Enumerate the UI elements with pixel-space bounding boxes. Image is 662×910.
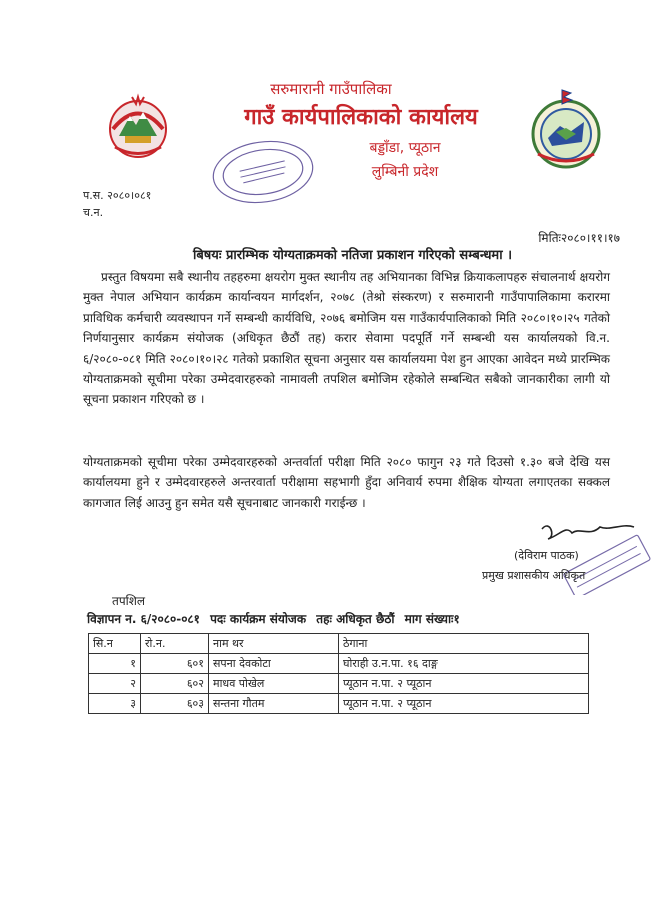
- office-address: बड्डाँडा, प्यूठान: [369, 140, 441, 156]
- cell-address: घोराही उ.न.पा. १६ दाङ्ग: [339, 654, 589, 674]
- office-name: गाउँ कार्यपालिकाको कार्यालय: [244, 105, 478, 130]
- body-paragraph-1: प्रस्तुत विषयमा सबै स्थानीय तहहरुमा क्षयरोग मुक्त स्थानीय तह अभियानका विभिन्न क्रियाकलापहरु संचालनार्थ क्षयरोग मुक्त नेपाल अभियान कार्यक्रम कार्यान्वयन मार्गदर्शन, २०७८ (तेश्रो संस्करण) र सरुमारानी गाउँपापालिकामा करारमा प्राविधिक कर्मचारी व्यवस्थापन गर्ने सम्बन्धी कार्यविधि, २०७६ बमोजिम यस गाउँकार्यपालिकाको मिति २०८०।१०।२५ गतेको निर्णयानुसार कार्यक्रम संयोजक (अधिकृत छैठौं तह) करार सेवामा पदपूर्ति गर्ने सम्बन्धी यस कार्यालयको वि.न. ६/२०८०-०८१ मिति २०८०।१०।२८ गतेको प्रकाशित सूचना अनुसार यस कार्यालयमा पेश हुन आएका आवेदन मध्ये प्रारम्भिक योग्यताक्रमको सूचीमा परेका उम्मेदवारहरुको नामावली तपशिल बमोजिम रहेकोले सम्बन्धित सबैको जानकारीका लागी यो सूचना प्रकाशन गरिएको छ ।: [83, 270, 610, 407]
- reference-number: प.स. २०८०।०८१: [83, 189, 152, 202]
- cell-serial: ३: [89, 694, 141, 714]
- vacancy-level: तहः अधिकृत छैठौं: [316, 612, 395, 626]
- table-row: [89, 654, 589, 674]
- attachment-label: तपशिल: [112, 594, 146, 608]
- table-row: [89, 674, 589, 694]
- municipality-name: सरुमारानी गाउँपालिका: [270, 80, 392, 98]
- cell-name: सन्तना गौतम: [209, 694, 339, 714]
- cell-name: माधव पोखेल: [209, 674, 339, 694]
- table-header-row: [89, 634, 589, 654]
- header-serial: सि.न: [89, 634, 141, 654]
- cell-serial: २: [89, 674, 141, 694]
- vacancy-details: [87, 610, 466, 627]
- vacancy-demand: माग संख्याः१: [404, 612, 460, 626]
- cell-roll: ६०१: [141, 654, 209, 674]
- dispatch-number: च.न.: [83, 206, 104, 219]
- body-paragraph-2: योग्यताक्रमको सूचीमा परेका उम्मेदवारहरुको अन्तर्वार्ता परीक्षा मिति २०८० फागुन २३ गते दिउसो १.३० बजे देखि यस कार्यालयमा हुने र उम्मेदवारहरुले अन्तरवार्ता परीक्षामा सहभागी हुँदा अनिवार्य रुपमा शैक्षिक योग्यता लगाएतका सक्कल कागजात लिई आउनु हुन समेत यसै सूचनाबाट जानकारी गराईन्छ ।: [83, 455, 610, 510]
- cell-address: प्यूठान न.पा. २ प्यूठान: [339, 694, 589, 714]
- vacancy-post: पदः कार्यक्रम संयोजक: [210, 612, 307, 626]
- cell-address: प्यूठान न.पा. २ प्यूठान: [339, 674, 589, 694]
- cell-name: सपना देवकोटा: [209, 654, 339, 674]
- office-stamp-icon: [210, 138, 316, 206]
- header-name: नाम थर: [209, 634, 339, 654]
- header-roll: रो.न.: [141, 634, 209, 654]
- vacancy-number: विज्ञापन न. ६/२०८०-०८१: [87, 612, 200, 626]
- signer-name: (देविराम पाठक): [514, 549, 579, 562]
- letter-date: मितिः२०८०।११।१७: [538, 231, 620, 245]
- letter-subject: बिषयः प्रारम्भिक योग्यताक्रमको नतिजा प्रकाशन गरिएको सम्बन्धमा ।: [192, 248, 513, 263]
- header-address: ठेगाना: [339, 634, 589, 654]
- cell-roll: ६०२: [141, 674, 209, 694]
- office-province: लुम्बिनी प्रदेश: [371, 164, 439, 180]
- cell-roll: ६०३: [141, 694, 209, 714]
- table-row: [89, 694, 589, 714]
- cell-serial: १: [89, 654, 141, 674]
- signer-title: प्रमुख प्रशासकीय अधिकृत: [482, 569, 586, 582]
- candidate-table: [88, 633, 589, 714]
